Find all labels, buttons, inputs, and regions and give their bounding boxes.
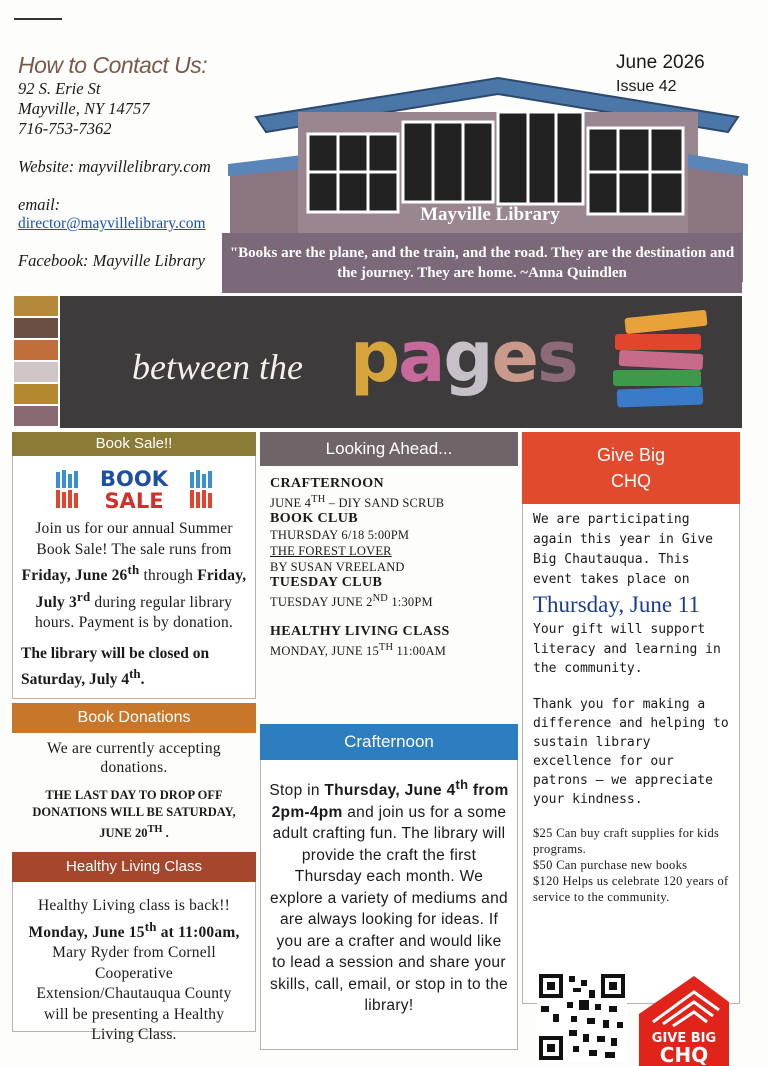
masthead-pages — [350, 316, 577, 398]
looking-ahead-heading: Looking Ahead... — [260, 432, 518, 466]
give-big-box — [522, 504, 740, 1066]
svg-text:CHQ: CHQ — [659, 1043, 709, 1066]
book-stack-icon — [605, 310, 715, 414]
give-big-heading — [522, 432, 740, 504]
give-big-date: Thursday, June 11 — [533, 592, 700, 617]
swatch — [14, 406, 58, 426]
event-detail: TUESDAY JUNE 2ND 1:30PM — [270, 593, 433, 610]
contact-website: Website: mayvillelibrary.com — [18, 157, 211, 176]
donations-last-day: THE LAST DAY TO DROP OFF DONATIONS WILL BE SATURDAY, JUNE 20TH . — [32, 787, 236, 841]
amount-item: $25 Can buy craft supplies for kids programs. — [533, 825, 720, 856]
swatch — [14, 362, 58, 382]
swatch — [14, 296, 58, 316]
give-big-chq-logo — [639, 974, 729, 1066]
issue-number: Issue 42 — [616, 78, 677, 95]
crafternoon-heading: Crafternoon — [260, 724, 518, 760]
healthy-living-box — [12, 882, 256, 1044]
crafternoon-text: Stop in Thursday, June 4th from 2pm-4pm and join us for a some adult crafting fun. The library will provide the craft the first Thursday each month. We explore a variety of mediums and are always looking for ideas. If you are a crafter and would like to lead a session and share your skills, call, email, or stop in to the library! — [260, 760, 518, 1050]
event-item — [270, 511, 508, 575]
svg-text:GIVE BIG: GIVE BIG — [651, 1031, 717, 1046]
event-book-author: BY SUSAN VREELAND — [270, 560, 405, 575]
library-name-sign: Mayville Library — [420, 204, 560, 225]
give-big-heading-line1: Give Big — [596, 445, 666, 465]
event-item — [270, 624, 508, 659]
svg-text:SALE: SALE — [104, 489, 164, 513]
book-sale-logo — [13, 456, 255, 515]
book-sale-text: Join us for our annual Summer Book Sale! The sale runs from Friday, June 26th through Friday, July 3rd during regular library hours. Payment is by donation. — [21, 520, 247, 632]
event-item — [270, 575, 508, 610]
give-big-intro: We are participating again this year in Give Big Chautauqua. This event takes place on — [533, 512, 714, 587]
healthy-living-text: Healthy Living class is back!! Monday, June 15th at 11:00am, Mary Ryder from Cornell Cooperative Extension/Chautauqua County will be presenting a Healthy Living Class. — [28, 897, 240, 1044]
svg-text:BOOK: BOOK — [100, 467, 168, 491]
top-rule — [14, 18, 62, 20]
event-book-title: THE FOREST LOVER — [270, 544, 392, 559]
give-big-amounts — [533, 825, 729, 905]
column-middle — [260, 432, 518, 1050]
swatch — [14, 318, 58, 338]
amount-item: $120 Helps us celebrate 120 years of service to the community. — [533, 873, 729, 904]
pages-letter: e — [491, 316, 537, 398]
book-sale-heading: Book Sale!! — [12, 432, 256, 456]
pages-letter: a — [398, 316, 444, 398]
masthead-between: between the — [132, 347, 303, 387]
column-right — [522, 432, 740, 1066]
contact-email-label: email: — [18, 195, 61, 214]
event-title: TUESDAY CLUB — [270, 575, 383, 591]
masthead-band — [60, 296, 742, 428]
book-sale-box — [12, 456, 256, 699]
issue-month: June 2026 — [616, 52, 705, 73]
contact-street: 92 S. Erie St — [18, 79, 101, 98]
looking-ahead-list — [260, 466, 518, 684]
swatch — [14, 384, 58, 404]
pages-letter: s — [536, 316, 577, 398]
amount-item: $50 Can purchase new books — [533, 857, 688, 872]
event-title: BOOK CLUB — [270, 511, 359, 527]
event-detail: THURSDAY 6/18 5:00PM — [270, 528, 410, 543]
swatch — [14, 340, 58, 360]
event-detail: MONDAY, JUNE 15TH 11:00AM — [270, 642, 447, 659]
donations-text: We are currently accepting donations. — [47, 739, 221, 776]
contact-city: Mayville, NY 14757 — [18, 99, 150, 118]
give-big-heading-line2: CHQ — [611, 471, 651, 491]
contact-block — [18, 52, 233, 271]
pages-letter: p — [350, 316, 399, 398]
qr-code[interactable] — [537, 972, 627, 1062]
contact-email-link[interactable]: director@mayvillelibrary.com — [18, 215, 206, 232]
contact-heading: How to Contact Us: — [18, 52, 208, 78]
book-donations-heading: Book Donations — [12, 703, 256, 733]
library-closed-notice: The library will be closed on Saturday, July 4th. — [21, 644, 210, 688]
event-title: HEALTHY LIVING CLASS — [270, 624, 450, 640]
pages-letter: g — [443, 316, 492, 398]
contact-phone: 716-753-7362 — [18, 119, 112, 138]
color-swatches — [14, 296, 58, 428]
book-sale-logo-art — [54, 466, 214, 513]
contact-facebook: Facebook: Mayville Library — [18, 251, 205, 270]
give-big-support: Your gift will support literacy and learning in the community. — [533, 622, 721, 676]
event-item — [270, 476, 508, 511]
column-left — [12, 432, 256, 1044]
give-big-thanks: Thank you for making a difference and helping to sustain library excellence for our patrons – we appreciate your kindness. — [533, 696, 729, 807]
quote-banner: "Books are the plane, and the train, and the road. They are the destination and the journey. They are home. ~Anna Quindlen — [222, 233, 742, 293]
event-title: CRAFTERNOON — [270, 476, 385, 491]
book-donations-box — [12, 733, 256, 848]
event-detail: JUNE 4TH – DIY SAND SCRUB — [270, 494, 445, 511]
healthy-living-heading: Healthy Living Class — [12, 852, 256, 882]
